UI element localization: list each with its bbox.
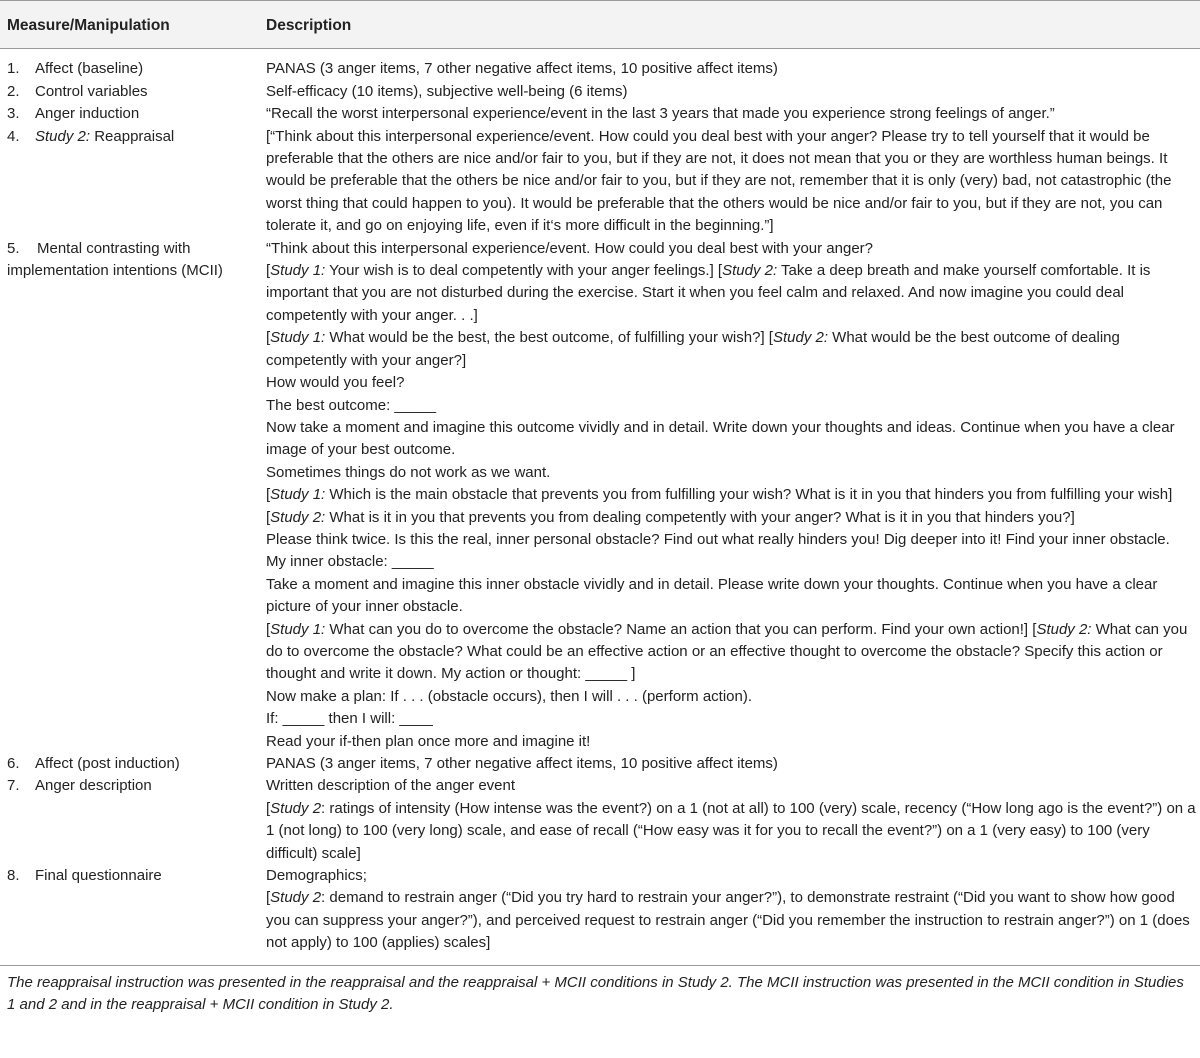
table-row	[0, 126, 1200, 238]
row-number: 7.	[7, 777, 20, 795]
table-row	[0, 238, 1200, 753]
description-cell: Self-efficacy (10 items), subjective well-being (6 items)	[266, 82, 628, 100]
desc-line: “Think about this interpersonal experience/event. How could you deal best with your anger?	[266, 239, 874, 257]
measure-label: Mental contrasting with implementation intentions (MCII)	[7, 239, 223, 280]
measure-label: Final questionnaire	[35, 867, 162, 885]
measure-label: Control variables	[35, 82, 148, 100]
desc-line: Take a moment and imagine this inner obstacle vividly and in detail. Please write down your thoughts. Continue when you have a clear picture of your inner obstacle.	[266, 575, 1158, 616]
desc-line: [Study 2: ratings of intensity (How intense was the event?) on a 1 (not at all) to 100 (very) scale, recency (“How long ago is the event?”) on a 1 (not long) to 100 (very long) scale, and ease of recall (“How easy was it for you to recall the event?”) on a 1 (very easy) to 100 (very difficult) scale]	[266, 799, 1196, 862]
description-cell: “Recall the worst interpersonal experience/event in the last 3 years that made you experience strong feelings of anger.”	[266, 105, 1055, 123]
row-number: 2.	[7, 82, 20, 100]
desc-line: The best outcome: _____	[266, 396, 437, 414]
measure-cell	[0, 81, 258, 103]
measure-cell	[0, 49, 258, 81]
measure-label: Affect (post induction)	[35, 755, 180, 772]
column-header-measure: Measure/Manipulation	[0, 1, 258, 49]
description-cell	[258, 238, 1200, 753]
desc-line: Demographics;	[266, 867, 367, 885]
row-number: 4.	[7, 127, 20, 145]
description-cell	[258, 775, 1200, 865]
table-footnote: The reappraisal instruction was presented in the reappraisal and the reappraisal + MCII conditions in Study 2. The MCII instruction was presented in the MCII condition in Studies 1 and 2 and in the reappraisal + MCII condition in Study 2.	[7, 973, 1184, 1014]
row-number: 8.	[7, 867, 20, 885]
table-row	[0, 775, 1200, 865]
measure-cell	[0, 775, 258, 865]
measure-label: Affect (baseline)	[35, 60, 144, 78]
measure-cell	[0, 238, 258, 753]
row-number: 6.	[7, 755, 20, 772]
row-number: 1.	[7, 60, 20, 78]
table-row	[0, 49, 1200, 81]
table-row	[0, 81, 1200, 103]
desc-line: My inner obstacle: _____	[266, 553, 434, 571]
desc-line: How would you feel?	[266, 374, 405, 392]
desc-line: If: _____ then I will: ____	[266, 710, 433, 728]
table-row	[0, 865, 1200, 965]
desc-line: Sometimes things do not work as we want.	[266, 463, 551, 481]
measure-cell	[0, 753, 258, 775]
measure-label: Anger induction	[35, 105, 140, 123]
measure-cell	[0, 865, 258, 965]
desc-line: [Study 1: Your wish is to deal competently with your anger feelings.] [Study 2: Take a deep breath and make yourself comfortable. It is important that you are not disturbed during the exercise. Start it when you feel calm and relaxed. And now imagine you could deal competently with your anger. . .]	[266, 262, 1151, 324]
description-cell	[258, 865, 1200, 965]
description-cell: PANAS (3 anger items, 7 other negative affect items, 10 positive affect items)	[266, 755, 778, 772]
desc-line: [Study 1: What would be the best, the best outcome, of fulfilling your wish?] [Study 2: What would be the best outcome of dealing competently with your anger?]	[266, 329, 1120, 369]
measure-label: Reappraisal	[94, 127, 175, 145]
row-number: 5.	[7, 239, 20, 257]
desc-line: Written description of the anger event	[266, 777, 516, 795]
description-cell: PANAS (3 anger items, 7 other negative affect items, 10 positive affect items)	[266, 60, 778, 78]
table-row	[0, 103, 1200, 125]
desc-line: [Study 1: Which is the main obstacle that prevents you from fulfilling your wish? What is it in you that hinders you from fulfilling your wish] [Study 2: What is it in you that prevents you from dealing competently with your anger? What is it in you that hinders you?]	[266, 486, 1173, 526]
measure-cell	[0, 126, 258, 238]
table-header-row	[0, 1, 1200, 49]
desc-line: [Study 2: demand to restrain anger (“Did you try hard to restrain your anger?”), to demonstrate restraint (“Did you want to show how good you can suppress your anger?”), and perceived request to restrain anger (“Did you remember the instruction to restrain anger?”) on 1 (does not apply) to 100 (applies) scales]	[266, 889, 1190, 952]
study-label: Study 2:	[35, 127, 91, 145]
description-cell: [“Think about this interpersonal experience/event. How could you deal best with your anger? Please try to tell yourself that it would be preferable that the others are nice and/or fair to you, but if they are not, it does not mean that you or they are worthless human beings. It would be preferable that the others be nice and/or fair to you, but if they are not, remember that it is only (very) bad, not catastrophic (the worst thing that could happen to you). It would be preferable that the others would be nice and/or fair to you, but if they are not, you can tolerate it, and go on enjoying life, even if it‘s more difficult in the beginning.”]	[266, 127, 1172, 235]
desc-line: Now make a plan: If . . . (obstacle occurs), then I will . . . (perform action).	[266, 687, 753, 705]
desc-line: Please think twice. Is this the real, inner personal obstacle? Find out what really hinders you! Dig deeper into it! Find your inner obstacle.	[266, 530, 1170, 548]
measure-cell	[0, 103, 258, 125]
measure-label: Anger description	[35, 777, 152, 795]
row-number: 3.	[7, 105, 20, 123]
desc-line: [Study 1: What can you do to overcome the obstacle? Name an action that you can perform. Find your own action!] [Study 2: What can you do to overcome the obstacle? What could be an effective action or an effective thought to overcome the obstacle? Specify this action or thought and write it down. My action or thought: _____ ]	[266, 620, 1188, 683]
desc-line: Now take a moment and imagine this outcome vividly and in detail. Write down your thoughts and ideas. Continue when you have a clear image of your best outcome.	[266, 418, 1175, 459]
desc-line: Read your if-then plan once more and imagine it!	[266, 732, 591, 750]
table-row	[0, 753, 1200, 775]
column-header-description: Description	[258, 1, 1200, 49]
